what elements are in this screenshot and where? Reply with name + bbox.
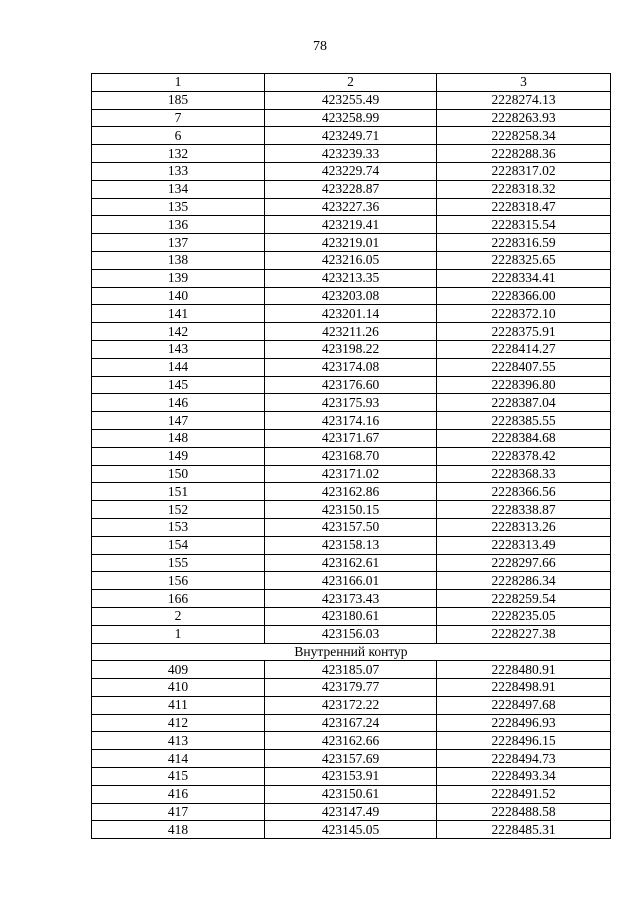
- point-number-cell: 146: [92, 394, 265, 412]
- point-number-cell: 143: [92, 340, 265, 358]
- x-coordinate-cell: 423173.43: [265, 590, 437, 608]
- point-number-cell: 2: [92, 607, 265, 625]
- x-coordinate-cell: 423162.61: [265, 554, 437, 572]
- table-row: [92, 394, 611, 412]
- y-coordinate-cell: 2228316.59: [437, 234, 611, 252]
- x-coordinate-cell: 423176.60: [265, 376, 437, 394]
- x-coordinate-cell: 423150.15: [265, 501, 437, 519]
- table-row: [92, 412, 611, 430]
- point-number-cell: 418: [92, 821, 265, 839]
- y-coordinate-cell: 2228387.04: [437, 394, 611, 412]
- column-header-point-number: 1: [92, 74, 265, 92]
- table-row: [92, 661, 611, 679]
- table-row: [92, 750, 611, 768]
- table-row: [92, 358, 611, 376]
- point-number-cell: 151: [92, 483, 265, 501]
- point-number-cell: 154: [92, 536, 265, 554]
- table-row: [92, 180, 611, 198]
- point-number-cell: 412: [92, 714, 265, 732]
- point-number-cell: 155: [92, 554, 265, 572]
- column-header-y: 3: [437, 74, 611, 92]
- point-number-cell: 145: [92, 376, 265, 394]
- y-coordinate-cell: 2228414.27: [437, 340, 611, 358]
- point-number-cell: 135: [92, 198, 265, 216]
- y-coordinate-cell: 2228366.00: [437, 287, 611, 305]
- point-number-cell: 149: [92, 447, 265, 465]
- x-coordinate-cell: 423198.22: [265, 340, 437, 358]
- y-coordinate-cell: 2228317.02: [437, 162, 611, 180]
- table-row: [92, 198, 611, 216]
- point-number-cell: 156: [92, 572, 265, 590]
- y-coordinate-cell: 2228485.31: [437, 821, 611, 839]
- point-number-cell: 148: [92, 429, 265, 447]
- table-row: [92, 785, 611, 803]
- x-coordinate-cell: 423227.36: [265, 198, 437, 216]
- y-coordinate-cell: 2228491.52: [437, 785, 611, 803]
- x-coordinate-cell: 423255.49: [265, 91, 437, 109]
- table-row: [92, 127, 611, 145]
- point-number-cell: 7: [92, 109, 265, 127]
- point-number-cell: 417: [92, 803, 265, 821]
- table-row: [92, 234, 611, 252]
- table-row: [92, 607, 611, 625]
- y-coordinate-cell: 2228378.42: [437, 447, 611, 465]
- table-row: [92, 109, 611, 127]
- table-row: [92, 714, 611, 732]
- y-coordinate-cell: 2228274.13: [437, 91, 611, 109]
- table-row: [92, 679, 611, 697]
- x-coordinate-cell: 423168.70: [265, 447, 437, 465]
- point-number-cell: 185: [92, 91, 265, 109]
- page-number: 78: [313, 39, 327, 54]
- x-coordinate-cell: 423153.91: [265, 768, 437, 786]
- y-coordinate-cell: 2228496.15: [437, 732, 611, 750]
- table-row: [92, 447, 611, 465]
- table-row: [92, 501, 611, 519]
- point-number-cell: 414: [92, 750, 265, 768]
- x-coordinate-cell: 423171.02: [265, 465, 437, 483]
- table-row: [92, 768, 611, 786]
- y-coordinate-cell: 2228366.56: [437, 483, 611, 501]
- y-coordinate-cell: 2228313.49: [437, 536, 611, 554]
- y-coordinate-cell: 2228297.66: [437, 554, 611, 572]
- table-row: [92, 821, 611, 839]
- point-number-cell: 413: [92, 732, 265, 750]
- x-coordinate-cell: 423175.93: [265, 394, 437, 412]
- table-row: [92, 216, 611, 234]
- x-coordinate-cell: 423150.61: [265, 785, 437, 803]
- y-coordinate-cell: 2228263.93: [437, 109, 611, 127]
- y-coordinate-cell: 2228497.68: [437, 696, 611, 714]
- y-coordinate-cell: 2228325.65: [437, 251, 611, 269]
- y-coordinate-cell: 2228488.58: [437, 803, 611, 821]
- table-row: [92, 572, 611, 590]
- y-coordinate-cell: 2228493.34: [437, 768, 611, 786]
- x-coordinate-cell: 423201.14: [265, 305, 437, 323]
- table-row: [92, 145, 611, 163]
- x-coordinate-cell: 423219.01: [265, 234, 437, 252]
- table-row: [92, 429, 611, 447]
- point-number-cell: 416: [92, 785, 265, 803]
- x-coordinate-cell: 423211.26: [265, 323, 437, 341]
- y-coordinate-cell: 2228396.80: [437, 376, 611, 394]
- point-number-cell: 141: [92, 305, 265, 323]
- point-number-cell: 415: [92, 768, 265, 786]
- x-coordinate-cell: 423239.33: [265, 145, 437, 163]
- point-number-cell: 134: [92, 180, 265, 198]
- coordinates-table: [91, 73, 611, 839]
- point-number-cell: 138: [92, 251, 265, 269]
- point-number-cell: 136: [92, 216, 265, 234]
- y-coordinate-cell: 2228494.73: [437, 750, 611, 768]
- x-coordinate-cell: 423157.69: [265, 750, 437, 768]
- y-coordinate-cell: 2228375.91: [437, 323, 611, 341]
- y-coordinate-cell: 2228480.91: [437, 661, 611, 679]
- table-row: [92, 732, 611, 750]
- section-label-inner-contour: Внутренний контур: [92, 643, 611, 661]
- table-row: [92, 483, 611, 501]
- table-row: [92, 465, 611, 483]
- coordinates-table-body: [92, 74, 611, 839]
- table-row: [92, 803, 611, 821]
- table-row: [92, 91, 611, 109]
- y-coordinate-cell: 2228338.87: [437, 501, 611, 519]
- table-row: [92, 340, 611, 358]
- table-row: [92, 536, 611, 554]
- point-number-cell: 153: [92, 518, 265, 536]
- table-row: [92, 323, 611, 341]
- x-coordinate-cell: 423174.08: [265, 358, 437, 376]
- table-row: [92, 696, 611, 714]
- point-number-cell: 166: [92, 590, 265, 608]
- x-coordinate-cell: 423174.16: [265, 412, 437, 430]
- table-row: [92, 162, 611, 180]
- table-row: [92, 305, 611, 323]
- x-coordinate-cell: 423158.13: [265, 536, 437, 554]
- x-coordinate-cell: 423162.66: [265, 732, 437, 750]
- column-header-x: 2: [265, 74, 437, 92]
- section-row: [92, 643, 611, 661]
- y-coordinate-cell: 2228384.68: [437, 429, 611, 447]
- y-coordinate-cell: 2228313.26: [437, 518, 611, 536]
- y-coordinate-cell: 2228372.10: [437, 305, 611, 323]
- x-coordinate-cell: 423219.41: [265, 216, 437, 234]
- y-coordinate-cell: 2228258.34: [437, 127, 611, 145]
- y-coordinate-cell: 2228318.32: [437, 180, 611, 198]
- y-coordinate-cell: 2228318.47: [437, 198, 611, 216]
- x-coordinate-cell: 423180.61: [265, 607, 437, 625]
- y-coordinate-cell: 2228288.36: [437, 145, 611, 163]
- y-coordinate-cell: 2228286.34: [437, 572, 611, 590]
- x-coordinate-cell: 423185.07: [265, 661, 437, 679]
- point-number-cell: 411: [92, 696, 265, 714]
- y-coordinate-cell: 2228407.55: [437, 358, 611, 376]
- y-coordinate-cell: 2228498.91: [437, 679, 611, 697]
- y-coordinate-cell: 2228227.38: [437, 625, 611, 643]
- point-number-cell: 409: [92, 661, 265, 679]
- x-coordinate-cell: 423229.74: [265, 162, 437, 180]
- x-coordinate-cell: 423162.86: [265, 483, 437, 501]
- point-number-cell: 140: [92, 287, 265, 305]
- point-number-cell: 144: [92, 358, 265, 376]
- x-coordinate-cell: 423167.24: [265, 714, 437, 732]
- x-coordinate-cell: 423172.22: [265, 696, 437, 714]
- point-number-cell: 6: [92, 127, 265, 145]
- point-number-cell: 152: [92, 501, 265, 519]
- x-coordinate-cell: 423249.71: [265, 127, 437, 145]
- x-coordinate-cell: 423179.77: [265, 679, 437, 697]
- y-coordinate-cell: 2228315.54: [437, 216, 611, 234]
- point-number-cell: 410: [92, 679, 265, 697]
- table-header-row: [92, 74, 611, 92]
- y-coordinate-cell: 2228368.33: [437, 465, 611, 483]
- x-coordinate-cell: 423216.05: [265, 251, 437, 269]
- y-coordinate-cell: 2228496.93: [437, 714, 611, 732]
- x-coordinate-cell: 423258.99: [265, 109, 437, 127]
- y-coordinate-cell: 2228385.55: [437, 412, 611, 430]
- point-number-cell: 1: [92, 625, 265, 643]
- table-row: [92, 251, 611, 269]
- point-number-cell: 132: [92, 145, 265, 163]
- table-row: [92, 287, 611, 305]
- table-row: [92, 269, 611, 287]
- point-number-cell: 137: [92, 234, 265, 252]
- point-number-cell: 139: [92, 269, 265, 287]
- x-coordinate-cell: 423145.05: [265, 821, 437, 839]
- point-number-cell: 133: [92, 162, 265, 180]
- table-row: [92, 518, 611, 536]
- x-coordinate-cell: 423228.87: [265, 180, 437, 198]
- point-number-cell: 147: [92, 412, 265, 430]
- y-coordinate-cell: 2228235.05: [437, 607, 611, 625]
- table-row: [92, 590, 611, 608]
- x-coordinate-cell: 423157.50: [265, 518, 437, 536]
- y-coordinate-cell: 2228334.41: [437, 269, 611, 287]
- point-number-cell: 142: [92, 323, 265, 341]
- x-coordinate-cell: 423213.35: [265, 269, 437, 287]
- table-row: [92, 554, 611, 572]
- x-coordinate-cell: 423203.08: [265, 287, 437, 305]
- x-coordinate-cell: 423147.49: [265, 803, 437, 821]
- table-row: [92, 625, 611, 643]
- x-coordinate-cell: 423166.01: [265, 572, 437, 590]
- x-coordinate-cell: 423156.03: [265, 625, 437, 643]
- y-coordinate-cell: 2228259.54: [437, 590, 611, 608]
- x-coordinate-cell: 423171.67: [265, 429, 437, 447]
- table-row: [92, 376, 611, 394]
- point-number-cell: 150: [92, 465, 265, 483]
